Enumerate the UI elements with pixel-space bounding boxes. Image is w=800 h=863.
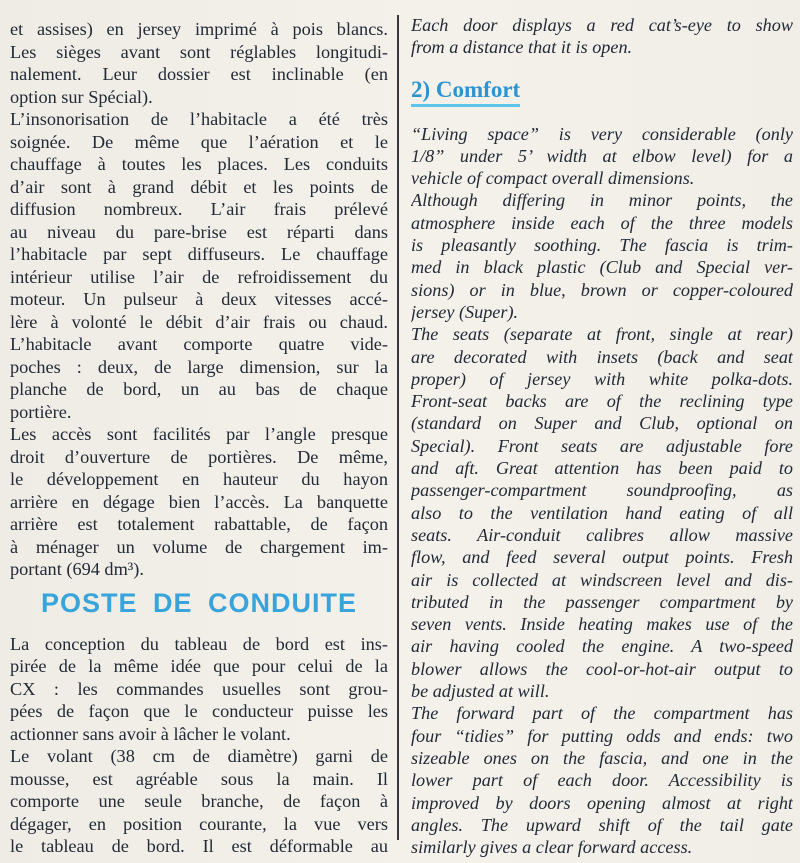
text-line: arrière en dégage bien l’accès. La banquette — [10, 491, 388, 512]
text-line: med in black plastic (Club and Special ver- — [411, 257, 793, 278]
text-line: sions) or in blue, brown or copper-coloured — [411, 279, 793, 300]
text-line: vehicle of compact overall dimensions. — [411, 168, 695, 189]
text-line: Les sièges avant sont réglables longitudi- — [10, 41, 388, 62]
text-line: Le volant (38 cm de diamètre) garni de — [10, 746, 388, 766]
text-line: be adjusted at will. — [411, 681, 550, 702]
text-line: also to the ventilation hand eating of all — [411, 502, 793, 523]
text-line: comporte une seule branche, de façon à — [10, 791, 388, 811]
text-line: air having cooled the engine. A two-speed — [411, 636, 793, 657]
text-line: diffusion nombreux. L’air frais prélevé — [10, 199, 388, 219]
text-line: The seats (separate at front, single at rear) — [411, 324, 793, 345]
text-line: blower allows the cool-or-hot-air output to — [411, 658, 793, 679]
text-line: option sur Spécial). — [10, 86, 153, 107]
comfort-section-heading: 2) Comfort — [411, 77, 520, 107]
text-line: and aft. Great attention has been paid to — [411, 458, 793, 479]
text-line: CX : les commandes usuelles sont grou- — [10, 678, 388, 699]
text-line: et assises) en jersey imprimé à pois blancs. — [10, 19, 388, 39]
text-line: d’air sont à grand débit et les points de — [10, 176, 388, 197]
text-line: poches : deux, de large dimension, sur la — [10, 356, 388, 377]
text-line: portant (694 dm³). — [10, 559, 144, 579]
text-line: is pleasantly soothing. The fascia is trim- — [411, 235, 793, 256]
text-line: “Living space” is very considerable (only — [411, 123, 793, 144]
column-divider-rule — [397, 15, 399, 840]
text-line: tributed in the passenger compartment by — [411, 591, 793, 612]
text-line: moteur. Un pulseur à deux vitesses accé- — [10, 289, 388, 309]
text-line: (standard on Super and Club, optional on — [411, 413, 793, 434]
text-line: atmosphere inside each of the three models — [411, 212, 793, 233]
left-column — [10, 18, 388, 858]
text-line: L’insonorisation de l’habitacle a été très — [10, 109, 388, 129]
text-line: mousse, est agréable sous la main. Il — [10, 768, 388, 789]
text-line: à ménager un volume de chargement im- — [10, 536, 388, 557]
text-line: nalement. Leur dossier est inclinable (en — [10, 64, 388, 84]
left-column-text-top — [10, 18, 388, 581]
text-line: jersey (Super). — [411, 301, 519, 322]
text-line: le tableau de bord. Il est déformable au — [10, 836, 388, 856]
text-line: actionner sans avoir à lâcher le volant. — [10, 723, 291, 744]
text-line: dégager, en position courante, la vue vers — [10, 813, 388, 834]
right-column-intro — [411, 14, 793, 59]
text-line: le développement en hauteur du hayon — [10, 469, 388, 489]
text-line: L’habitacle avant comporte quatre vide- — [10, 334, 388, 354]
right-column-body — [411, 123, 793, 859]
text-line: air is collected at windscreen level and dis- — [411, 569, 793, 590]
text-line: angles. The upward shift of the tail gate — [411, 814, 793, 835]
text-line: lère à volonté le débit d’air frais ou chaud. — [10, 311, 388, 332]
text-line: lower part of each door. Accessibility is — [411, 770, 793, 791]
text-line: portière. — [10, 401, 72, 422]
text-line: planche de bord, un au bas de chaque — [10, 379, 388, 399]
text-line: Les accès sont facilités par l’angle presque — [10, 424, 388, 444]
text-line: Each door displays a red cat’s-eye to show — [411, 15, 793, 35]
text-line: improved by doors opening almost at right — [411, 792, 793, 813]
text-line: soignée. De même que l’aération et le — [10, 131, 388, 152]
right-column — [411, 14, 793, 858]
text-line: arrière est totalement rabattable, de façon — [10, 514, 388, 534]
text-line: intérieur utilise l’air de refroidissement du — [10, 266, 388, 287]
text-line: Special). Front seats are adjustable fore — [411, 435, 793, 456]
text-line: seven vents. Inside heating makes use of the — [411, 614, 793, 635]
text-line: seats. Air-conduit calibres allow massive — [411, 524, 793, 545]
text-line: Although differing in minor points, the — [411, 190, 793, 211]
text-line: La conception du tableau de bord est ins- — [10, 633, 388, 654]
text-line: chauffage à toutes les places. Les conduits — [10, 154, 388, 174]
text-line: l’habitacle par sept diffuseurs. Le chauffage — [10, 244, 388, 264]
text-line: sizeable ones on the fascia, and one in the — [411, 747, 793, 768]
text-line: 1/8” under 5’ width at elbow level) for a — [411, 145, 793, 166]
text-line: pirée de la même idée que pour celui de la — [10, 656, 388, 676]
text-line: from a distance that it is open. — [411, 37, 633, 58]
text-line: Front-seat backs are of the reclining type — [411, 391, 793, 412]
text-line: similarly gives a clear forward access. — [411, 837, 693, 858]
text-line: four “tidies” for putting odds and ends: two — [411, 725, 793, 746]
text-line: passenger-compartment soundproofing, as — [411, 480, 793, 501]
left-column-text-bottom — [10, 633, 388, 858]
text-line: droit d’ouverture de portières. De même, — [10, 446, 388, 467]
text-line: pées de façon que le conducteur puisse les — [10, 701, 388, 721]
text-line: flow, and feed several output points. Fresh — [411, 547, 793, 568]
text-line: are decorated with insets (back and seat — [411, 346, 793, 367]
text-line: The forward part of the compartment has — [411, 703, 793, 724]
poste-de-conduite-heading: POSTE DE CONDUITE — [40, 587, 358, 618]
text-line: au niveau du pare-brise est réparti dans — [10, 221, 388, 242]
text-line: proper) of jersey with white polka-dots. — [411, 368, 793, 389]
